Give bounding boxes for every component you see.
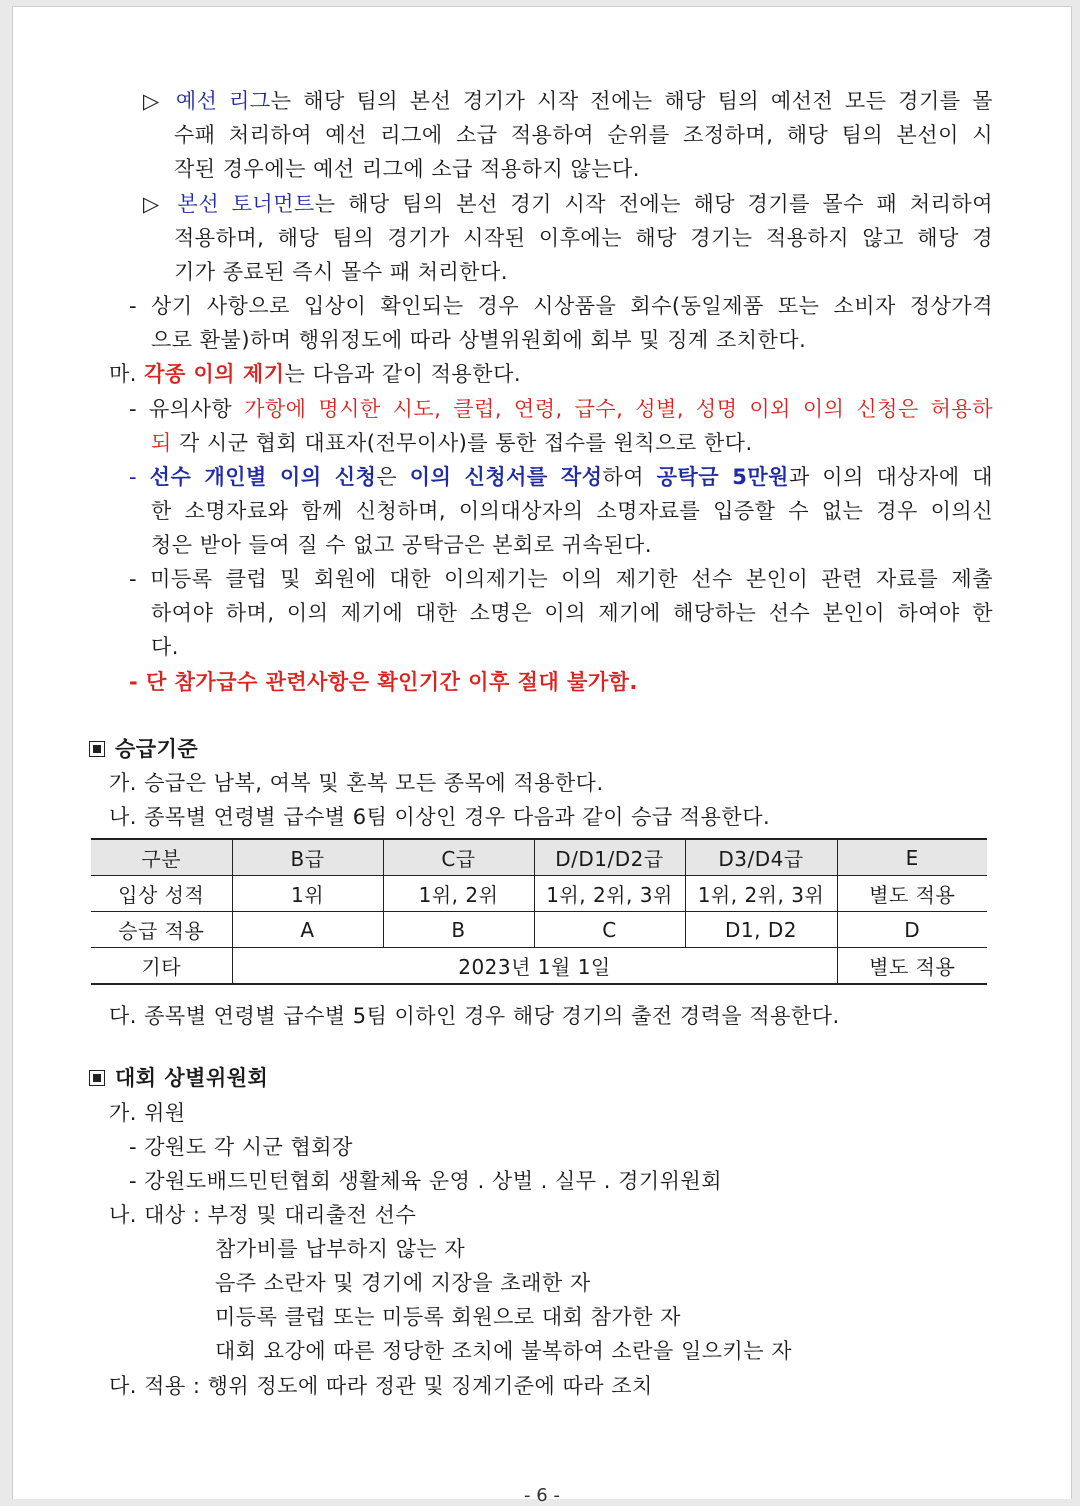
table-header-cell: D/D1/D2급 <box>534 839 685 876</box>
table-cell: C <box>534 912 685 948</box>
objection-note-line-1: - 유의사항 가항에 명시한 시도, 클럽, 연령, 급수, 성별, 성명 이외 이의 신청은 허용하 <box>129 397 994 421</box>
table-header-cell: D3/D4급 <box>685 839 837 876</box>
objection-term: 각종 이의 제기 <box>144 362 285 386</box>
table-cell: 별도 적용 <box>837 948 987 985</box>
committee-na: 나. 대상 : 부정 및 대리출전 선수 <box>109 1203 417 1227</box>
unregistered-objection-line-2: 하여야 하며, 이의 제기에 대한 소명은 이의 제기에 해당하는 선수 본인이 하여야 한 <box>151 601 993 625</box>
individual-objection-line-2: 한 소명자료와 함께 신청하며, 이의대상자의 소명자료를 입증할 수 없는 경우 이의신 <box>151 499 993 523</box>
table-cell: A <box>232 912 383 948</box>
prelim-rule-line-3: 작된 경우에는 예선 리그에 소급 적용하지 않는다. <box>174 157 640 181</box>
grade-warning: - 단 참가급수 관련사항은 확인기간 이후 절대 불가함. <box>129 670 638 694</box>
promotion-ga: 가. 승급은 남복, 여복 및 혼복 모든 종목에 적용한다. <box>109 771 604 795</box>
committee-target-3: 음주 소란자 및 경기에 지장을 초래한 자 <box>215 1271 591 1295</box>
committee-target-5: 대회 요강에 따른 정당한 조치에 불복하여 소란을 일으키는 자 <box>215 1339 793 1363</box>
prelim-rule-line-1: ▷ 예선 리그는 해당 팀의 본선 경기가 시작 전에는 해당 팀의 예선전 모든 경기를 몰 <box>143 89 994 113</box>
page-number: - 6 - <box>524 1485 560 1506</box>
committee-target-4: 미등록 클럽 또는 미등록 회원으로 대회 참가한 자 <box>215 1305 681 1329</box>
committee-da: 다. 적용 : 행위 정도에 따라 정관 및 징계기준에 따라 조치 <box>109 1374 653 1398</box>
committee-target-2: 참가비를 납부하지 않는 자 <box>215 1237 466 1261</box>
committee-heading: 대회 상별위원회 <box>89 1061 268 1095</box>
objection-heading: 마. 각종 이의 제기는 다음과 같이 적용한다. <box>109 362 522 386</box>
promotion-heading: 승급기준 <box>89 732 198 766</box>
table-cell: 1위, 2위 <box>383 876 534 912</box>
table-header-row <box>91 839 987 876</box>
promotion-da: 다. 종목별 연령별 급수별 5팀 이하인 경우 해당 경기의 출전 경력을 적용한다. <box>109 1004 840 1028</box>
unregistered-objection-line-3: 다. <box>151 635 179 659</box>
individual-objection-line-3: 청은 받아 들여 질 수 없고 공탁금은 본회로 귀속된다. <box>151 533 653 557</box>
table-cell: 입상 성적 <box>91 876 232 912</box>
square-bullet-icon <box>89 741 105 757</box>
table-cell: 1위, 2위, 3위 <box>685 876 837 912</box>
table-cell: 승급 적용 <box>91 912 232 948</box>
main-rule-line-3: 기가 종료된 즉시 몰수 패 처리한다. <box>174 260 509 284</box>
table-cell-date: 2023년 1월 1일 <box>232 948 837 985</box>
prelim-rule-line-2: 수패 처리하여 예선 리그에 소급 적용하여 순위를 조정하며, 해당 팀의 본선이 시 <box>174 123 993 147</box>
objection-note-line-2: 되 각 시군 협회 대표자(전무이사)를 통한 접수를 원칙으로 한다. <box>151 431 753 455</box>
table-cell: 1위 <box>232 876 383 912</box>
main-tournament-term: 본선 토너먼트 <box>177 192 315 216</box>
triangle-icon: ▷ <box>143 89 165 113</box>
committee-member-1: - 강원도 각 시군 협회장 <box>129 1135 353 1159</box>
table-cell: D1, D2 <box>685 912 837 948</box>
table-row <box>91 876 987 912</box>
triangle-icon: ▷ <box>143 192 165 216</box>
committee-ga: 가. 위원 <box>109 1101 186 1125</box>
table-row <box>91 948 987 985</box>
table-row <box>91 912 987 948</box>
prelim-league-term: 예선 리그 <box>175 89 271 113</box>
table-header-cell: B급 <box>232 839 383 876</box>
table-header-cell: E <box>837 839 987 876</box>
table-cell: 별도 적용 <box>837 876 987 912</box>
main-rule-line-1: ▷ 본선 토너먼트는 해당 팀의 본선 경기 시작 전에는 해당 경기를 몰수 패 처리하여 <box>143 192 993 216</box>
table-header-cell: C급 <box>383 839 534 876</box>
document-page <box>12 6 1072 1506</box>
promotion-na: 나. 종목별 연령별 급수별 6팀 이상인 경우 다음과 같이 승급 적용한다. <box>109 805 771 829</box>
committee-member-2: - 강원도배드민턴협회 생활체육 운영 . 상벌 . 실무 . 경기위원회 <box>129 1169 723 1193</box>
table-header-cell: 구분 <box>91 839 232 876</box>
table-cell: B <box>383 912 534 948</box>
table-cell: D <box>837 912 987 948</box>
individual-objection-line-1: - 선수 개인별 이의 신청은 이의 신청서를 작성하여 공탁금 5만원과 이의 대상자에 대 <box>129 465 993 489</box>
unregistered-objection-line-1: - 미등록 클럽 및 회원에 대한 이의제기는 이의 제기한 선수 본인이 관련 자료를 제출 <box>129 567 993 591</box>
promotion-table <box>91 838 987 985</box>
square-bullet-icon <box>89 1070 105 1086</box>
main-rule-line-2: 적용하며, 해당 팀의 경기가 시작된 이후에는 해당 경기는 적용하지 않고 해당 경 <box>174 226 993 250</box>
refund-rule-line-1: - 상기 사항으로 입상이 확인되는 경우 시상품을 회수(동일제품 또는 소비자 정상가격 <box>129 294 993 318</box>
refund-rule-line-2: 으로 환불)하며 행위정도에 따라 상별위원회에 회부 및 징계 조치한다. <box>151 328 807 352</box>
table-cell: 기타 <box>91 948 232 985</box>
table-cell: 1위, 2위, 3위 <box>534 876 685 912</box>
